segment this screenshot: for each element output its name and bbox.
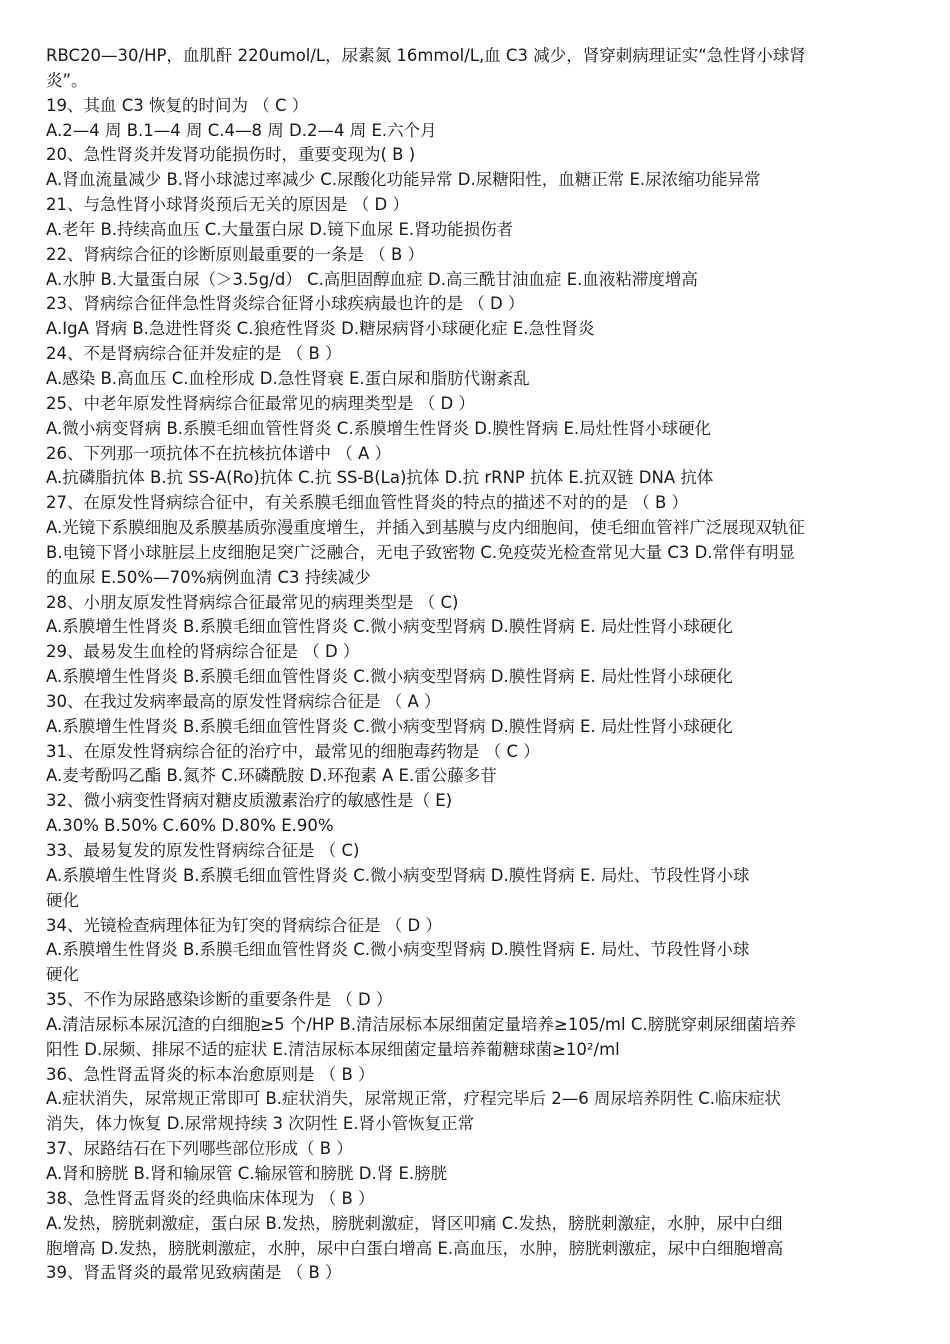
options-line: A.麦考酚吗乙酯 B.氮芥 C.环磷酰胺 D.环孢素 A E.雷公藤多苷 [46,766,497,786]
question-line: 23、肾病综合征伴急性肾炎综合征肾小球疾病最也许的是 （ D ） [46,294,525,314]
options-line: 阳性 D.尿频、排尿不适的症状 E.清洁尿标本尿细菌定量培养葡糖球菌≥10²/ml [46,1039,620,1059]
question-line: 24、不是肾病综合征并发症的是 （ B ） [46,344,342,364]
options-line: A.肾血流量减少 B.肾小球滤过率减少 C.尿酸化功能异常 D.尿糖阳性，血糖正常 E.尿浓缩功能异常 [46,170,761,190]
question-line: 29、最易发生血栓的肾病综合征是 （ D ） [46,642,360,662]
text-line: RBC20—30/HP，血肌酐 220umol/L，尿素氮 16mmol/L,血 C3 减少，肾穿刺病理证实“急性肾小球肾 [46,46,806,65]
options-line: A.光镜下系膜细胞及系膜基质弥漫重度增生，并插入到基膜与皮内细胞间，使毛细血管袢广泛展现双轨征 [46,518,805,538]
options-line: A.系膜增生性肾炎 B.系膜毛细血管性肾炎 C.微小病变型肾病 D.膜性肾病 E. 局灶、节段性肾小球 [46,865,750,885]
options-line: A.2—4 周 B.1—4 周 C.4—8 周 D.2—4 周 E.六个月 [46,120,437,140]
question-line: 25、中老年原发性肾病综合征最常见的病理类型是 （ D ） [46,393,475,413]
question-line: 32、微小病变性肾病对糖皮质激素治疗的敏感性是（ E) [46,791,453,811]
question-line: 30、在我过发病率最高的原发性肾病综合征是 （ A ） [46,691,441,711]
options-line: B.电镜下肾小球脏层上皮细胞足突广泛融合，无电子致密物 C.免疫荧光检查常见大量 C3 D.常伴有明显 [46,542,796,562]
options-line: 胞增高 D.发热，膀胱刺激症，水肿，尿中白蛋白增高 E.高血压，水肿，膀胱刺激症，尿中白细胞增高 [46,1238,784,1258]
options-line: A.抗磷脂抗体 B.抗 SS-A(Ro)抗体 C.抗 SS-B(La)抗体 D.抗 rRNP 抗体 E.抗双链 DNA 抗体 [46,468,714,488]
question-line: 38、急性肾盂肾炎的经典临床体现为 （ B ） [46,1188,375,1208]
question-line: 37、尿路结石在下列哪些部位形成（ B ） [46,1139,353,1159]
question-line: 27、在原发性肾病综合征中，有关系膜毛细血管性肾炎的特点的描述不对的的是 （ B ） [46,493,689,513]
options-line: A.IgA 肾病 B.急进性肾炎 C.狼疮性肾炎 D.糖尿病肾小球硬化症 E.急性肾炎 [46,319,595,339]
options-line: A.系膜增生性肾炎 B.系膜毛细血管性肾炎 C.微小病变型肾病 D.膜性肾病 E. 局灶性肾小球硬化 [46,617,733,637]
question-line: 28、小朋友原发性肾病综合征最常见的病理类型是 （ C) [46,592,459,612]
options-line: A.肾和膀胱 B.肾和输尿管 C.输尿管和膀胱 D.肾 E.膀胱 [46,1163,448,1183]
question-line: 26、下列那一项抗体不在抗核抗体谱中 （ A ） [46,443,392,463]
options-line: A.系膜增生性肾炎 B.系膜毛细血管性肾炎 C.微小病变型肾病 D.膜性肾病 E. 局灶、节段性肾小球 [46,940,750,960]
question-line: 21、与急性肾小球肾炎预后无关的原因是 （ D ） [46,195,409,215]
question-line: 35、不作为尿路感染诊断的重要条件是 （ D ） [46,990,393,1010]
question-line: 33、最易复发的原发性肾病综合征是 （ C) [46,841,360,860]
options-line: A.水肿 B.大量蛋白尿（＞3.5g/d） C.高胆固醇血症 D.高三酰甘油血症 E.血液粘滞度增高 [46,269,698,289]
options-line: A.感染 B.高血压 C.血栓形成 D.急性肾衰 E.蛋白尿和脂肪代谢紊乱 [46,368,530,388]
question-line: 22、肾病综合征的诊断原则最重要的一条是 （ B ） [46,244,425,264]
options-line: A.老年 B.持续高血压 C.大量蛋白尿 D.镜下血尿 E.肾功能损伤者 [46,219,514,239]
options-line: 消失，体力恢复 D.尿常规持续 3 次阴性 E.肾小管恢复正常 [46,1114,475,1134]
options-line: A.微小病变肾病 B.系膜毛细血管性肾炎 C.系膜增生性肾炎 D.膜性肾病 E.局灶性肾小球硬化 [46,418,712,438]
question-line: 20、急性肾炎并发肾功能损伤时，重要变现为( B ) [46,145,416,165]
options-line: A.系膜增生性肾炎 B.系膜毛细血管性肾炎 C.微小病变型肾病 D.膜性肾病 E. 局灶性肾小球硬化 [46,716,733,736]
options-line: 硬化 [46,965,79,985]
options-line: A.清洁尿标本尿沉渣的白细胞≥5 个/HP B.清洁尿标本尿细菌定量培养≥105/ml C.膀胱穿刺尿细菌培养 [46,1014,797,1034]
options-line: A.系膜增生性肾炎 B.系膜毛细血管性肾炎 C.微小病变型肾病 D.膜性肾病 E. 局灶性肾小球硬化 [46,667,733,687]
options-line: 硬化 [46,890,79,910]
options-line: 的血尿 E.50%—70%病例血清 C3 持续减少 [46,567,371,587]
question-line: 34、光镜检查病理体征为钉突的肾病综合征是 （ D ） [46,915,442,935]
question-line: 36、急性肾盂肾炎的标本治愈原则是 （ B ） [46,1064,375,1084]
text-line: 炎”。 [46,70,88,90]
options-line: A.30% B.50% C.60% D.80% E.90% [46,816,334,836]
options-line: A.症状消失，尿常规正常即可 B.症状消失，尿常规正常，疗程完毕后 2—6 周尿培养阴性 C.临床症状 [46,1089,782,1109]
options-line: A.发热，膀胱刺激症，蛋白尿 B.发热，膀胱刺激症，肾区叩痛 C.发热，膀胱刺激症，水肿，尿中白细 [46,1213,783,1233]
question-line: 19、其血 C3 恢复的时间为 （ C ） [46,95,309,115]
question-line: 39、肾盂肾炎的最常见致病菌是 （ B ） [46,1263,342,1283]
question-line: 31、在原发性肾病综合征的治疗中，最常见的细胞毒药物是 （ C ） [46,741,540,761]
